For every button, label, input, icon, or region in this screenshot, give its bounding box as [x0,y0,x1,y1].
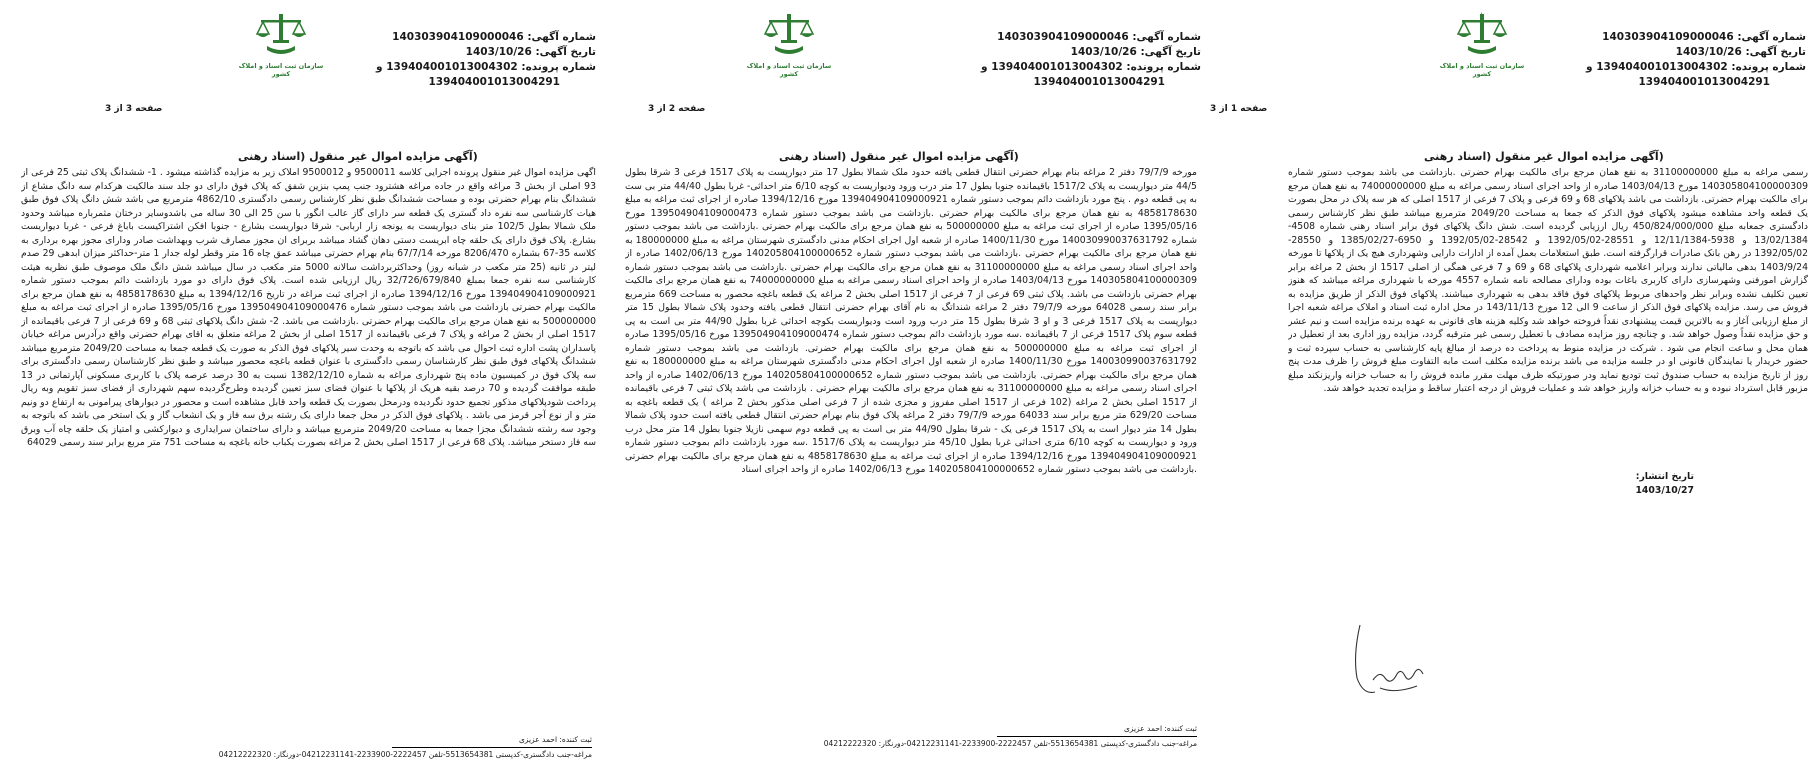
footer-address: مراغه-جنب دادگستری-کدپستی 5513654381-تلفن 2222457-2233900-04212231141-دورنگار: 04212222320 [218,750,592,759]
notice-page-1 [1210,0,1814,761]
notice-title: (آگهی مزایده اموال غیر منقول (اسناد رهنی [1424,150,1664,163]
logo-text: سازمان ثبت اسناد و املاک کشور [746,62,832,78]
case-number-value: 139404001013004302 و [1586,61,1728,73]
notice-page-2 [605,0,1209,761]
case-number-label: شماره پرونده: [1731,61,1806,73]
notice-footer [219,735,592,760]
case-number-label: شماره پرونده: [521,61,596,73]
notice-footer [824,724,1197,749]
publication-date [1635,470,1694,497]
notice-title: (آگهی مزایده اموال غیر منقول (اسناد رهنی [779,150,1019,163]
notice-number-value: 140303904109000046 [1602,31,1734,43]
footer-registrar: ثبت کننده: احمد عزیزی [1123,724,1197,733]
signature-image [1345,600,1455,710]
judiciary-emblem-icon [745,10,833,80]
notice-body: مورخه 79/7/9 دفتر 2 مراغه بنام بهرام حضرتی انتقال قطعی یافته حدود ملک شمالا بطول 17 متر دیوارپست به پلاک 1517 فرعی 3 شرقا بطول 44/5 متر دیواریست به پلاک 1517/2 باقیمانده جنوبا بطول 17 متر درب ورود ودیواریست به کوچه 6/10 متر احداثی- غربا بطول 44/40 متر بی ست به پی قطعه دوم . پنج مورد بازداشت دائم بموجب دستور شماره 139404904109000921 مورخ 1394/12/16 صادره از اجرای ثبت مراغه به مبلغ 4858178630 به نفع همان مرجع برای مالکیت بهرام حضرتی .بازداشت می باشد بموجب دستور شماره 139504904109000473 مورخ 1395/05/16 صادره از اجرای ثبت مراغه به مبلغ 500000000 به نفع همان مرجع برای مالکیت بهرام حضرتی .بازداشت می باشد بموجب دستور شماره 140030990037631792 مورخ 1400/11/30 صادره از شعبه اول اجرای احکام مدنی دادگستری شهرستان مراغه به مبلغ 180000000 به نفع همان مرجع برای مالکیت بهرام حضرتی .بازداشت می باشد بموجب دستور شماره 140205804100000652 مورخ 1402/06/13 صادره از واحد اجرای اسناد رسمی مراغه به مبلغ 31100000000 به نفع همان مرجع برای مالکیت بهرام حضرتی .بازداشت می باشد بموجب دستور شماره 140305804100000309 مورخ 1403/04/13 صادره از واحد اجرای اسناد رسمی مراغه به مبلغ 74000000000 به نفع همان مرجع برای مالکیت بهرام حضرتی بازداشت می باشد. پلاک ثبتی 69 فرعی از 7 فرعی از 1517 اصلی بخش 2 مراغه یک قطعه باغچه محصور به مساحت 669 مترمربع برابر سند رسمی 64028 مورخه 79/7/9 دفتر 2 مراغه شنداتگ به نام آقای بهرام حضرتی انتقال قطعی یافته وحدود پلاک شمالا بطول 15 متر دیوارپست به پلاک 1517 فرعی 3 و او 3 شرقا بطول 15 متر درب ورود است ودیواریست بکوچه احداثی غربا بطول 44/90 متر بی است به پی قطعه سوم پلاک 1517 فرعی از 7 باقیمانده .سه مورد بازداشت دائم بموجب دستور شماره 139504904109000474 مورخ 1395/05/16 صادره از اجرای ثبت مراغه به مبلغ 500000000 به نفع همان مرجع برای مالکیت بهرام حضرتی. بازداشت می باشد بموجب دستور شماره 140030990037631792 مورخ 1400/11/30 صادره از شعبه اول اجرای احکام مدنی دادگستری شهرستان مراغه به مبلغ 180000000 به نفع همان مرجع برای مالکیت بهرام حضرتی. بازداشت می باشد بموجب دستور شماره 140205804100000652 مورخ 1402/06/13 صادره از واحد اجرای اسناد رسمی مراغه به مبلغ 31100000000 به نفع همان مرجع برای مالکیت بهرام حضرتی . بازداشت می باشد پلاک ثبتی 7 فرعی باقیمانده از 1517 اصلی بخش 2 مراغه (102 فرعی از 1517 اصلی مفروز و مجزی شده از 7 فرعی اصلی مذکور بخش 2 مراغه ) یک قطعه باغچه به مساحت 629/20 متر مربع برابر سند 64033 مورخه 79/7/9 دفتر 2 مراغه پلاک فوق بنام بهرام حضرتی انتقال قطعی یافته است حدود پلاک شمالا بطول 14 متر دیوار است به پلاک 1517 فرعی یک - شرقا بطول 44/90 متر بی است به پی قطعه دوم سهمی نازیلا جنوبا بطول 14 متر محل درب ورود و دیواریست به کوچه 6/10 متری احداثی غربا بطول 45/10 متر دیواریست به پلاک 1517/6 .سه مورد بازداشت دائم بموجب دستور شماره 139404904109000921 مورخ 1394/12/16 صادره از اجرای ثبت مراغه به مبلغ 4858178630 به نفع همان مرجع برای مالکیت بهرام حضرتی .بازداشت می باشد بموجب دستور شماره 140205804100000652 مورخ 1402/06/13 صادره از واحد اجرای اسناد [625,167,1197,475]
notice-page-3 [0,0,604,761]
notice-body: اگهی مزایده اموال غیر منقول پرونده اجرایی کلاسه 9500011 و 9500012 املاک زیر به مزایده گذاشته میشود . 1- ششدانگ پلاک ثبتی 25 فرعی از 93 اصلی از بخش 3 مراغه واقع در جاده مراغه هشترود جنب پمپ بنزین شفق که پلاک فوق دارای دو جلد سند مالکیت هرکدام سه دانگ مشاع از ششدانگ بنام بهرام حضرتی بوده و مساحت ششدانگ طبق نظر کارشناس رسمی دادگستری 4862/10 مترمربع می باشد شش دانگ پلاک فوق طبق هیات کارشناسی سه نفره داد گستری یک قطعه سر دارای گاز عالب انگور با سن 25 الی 30 ساله می باشدوسایر درختان مثمرباره میباشد وحدود ملک شمالا بطول 102/5 متر بنای دیواریست به یونجه زار اربابی- شرقا دیواریست بشارع - جنوبا افکن اشتراکیست باباغ فرعی - غربا دیواریست بشارع. پلاک فوق دارای یک حلقه چاه ابریست دستی دهان گشاد میباشد بربرای ان مجوز مصارف شرب وبهداشت صادر ودارای مجوز بهره برداری به کلاسه 35-67 بشماره 8206/470 مورخه 67/7/14 بنام بهرام حضرتی میباشد عمق چاه 16 متر وقطر لوله جدار 1 متر-حداکثر میزان ابدهی 29 صدم لیتر در ثانیه (25 متر مکعب در شبانه روز) وحداکثربرداشت سالانه 5000 متر مکعب در سال میباشد شش دانگ ملک موصوف طبق نظریه هیئت کارشناسی سه نفره جمعا بمبلغ 32/726/679/840 ریال ارزیابی شده است. پلاک فوق دارای دو مورد بازداشت دائم بموجب دستور شماره 139404904109000921 مورخ 1394/12/16 صادره از اجرای ثبت مراغه در تاریخ 1394/12/16 به مبلغ 4858178630 به نفع همان مرجع برای مالکیت بهرام حضرتی بازداشت می باشد بموجب دستور شماره 139504904109000476 مورخ 1395/05/16 صادره از اجرای ثبت مراغه به مبلغ 500000000 به نفع همان مرجع برای مالکیت بهرام حضرتی .بازداشت می باشد. 2- شش دانگ پلاکهای ثبتی 68 و 69 فرعی از 7 فرعی باقیمانده از 1517 اصلی از بخش 2 مراغه و پلاک 7 فرعی باقیمانده از 1517 اصلی از بخش 2 مراغه متعلق به اقای بهرام حضرتی واقع درآدرس مراغه خیابان پاسداران پشت اداره ثبت احوال می باشد که باتوجه به وحدت سیر پلاکهای فوق الذکر به صورت یک قطعه جمعا به مساحت 2049/20 مترمربع میباشد ششدانگ پلاکهای فوق طبق نظر کارشناسان رسمی دادگستری با عنوان قطعه باغچه محصور میباشد و طبق نظر کارشناسان رسمی دادگستری برای سه پلاک فوق در کمیسیون ماده پنج شهرداری مراغه به شماره 1382/12/10 نسبت به 30 درصد عرصه پلاک با کاربری مسکونی آپارتمانی در 13 طبقه موافقت گردیده و 70 درصد بقیه هریک از پلاکها با عنوان فضای سبز تعیین گردیده وطرح‌گردیده سهم شهرداری از فضای سبز تقویم وبه ریال پرداخت شودپلاکهای مذکور تجمیع حدود نگردیده ودرمحل بصورت یک قطعه واحد قابل مشاهده است و محصور در دیوارهای پیرامونی به ارتفاع دو ونیم متر و از نوع آجر قرمز می باشد . پلاکهای فوق الذکر در محل جمعا دارای یک رشته برق سه فاز و یک انشعاب گاز و یک استخر می باشد که باتوجه به وجود سه رشته ششدانگ مجزا جمعا به مساحت 2049/20 مترمربع میباشد و دارای ساختمان سرایداری و دیوارکشی و امتیاز یک حلقه چاه آب وبرق سه فاز دستخر میباشد. پلاک 68 فرعی از 1517 اصلی بخش 2 مراغه بصورت یکباب خانه باغچه به مساحت 751 متر مربع برابر سند رسمی 64029 [21,167,596,448]
publication-date-value: 1403/10/27 [1635,484,1694,496]
notice-number-value: 140303904109000046 [392,31,524,43]
footer-divider [997,736,1197,737]
footer-address: مراغه-جنب دادگستری-کدپستی 5513654381-تلفن 2222457-2233900-04212231141-دورنگار: 04212222320 [823,739,1197,748]
notice-date-value: 1403/10/26 [1070,46,1137,58]
notice-meta [981,30,1201,90]
notice-date-label: تاریخ آگهی: [535,46,596,58]
notice-date-label: تاریخ آگهی: [1140,46,1201,58]
notice-date-label: تاریخ آگهی: [1745,46,1806,58]
case-number-value: 139404001013004302 و [981,61,1123,73]
case-number-value-2: 139404001013004291 [428,76,560,88]
case-number-value: 139404001013004302 و [376,61,518,73]
notice-date-value: 1403/10/26 [465,46,532,58]
case-number-value-2: 139404001013004291 [1638,76,1770,88]
publication-date-label: تاریخ انتشار: [1635,471,1694,482]
notice-meta [1586,30,1806,90]
notice-title: (آگهی مزایده اموال غیر منقول (اسناد رهنی [238,150,478,163]
notice-number-label: شماره آگهی: [527,31,596,43]
logo-text: سازمان ثبت اسناد و املاک کشور [1439,62,1525,78]
notice-date-value: 1403/10/26 [1675,46,1742,58]
footer-divider [392,747,592,748]
page-number: صفحه 2 از 3 [648,104,706,114]
notice-body: رسمی مراغه به مبلغ 31100000000 به نفع همان مرجع برای مالکیت بهرام حضرتی .بازداشت می باشد بموجب دستور شماره 140305804100000309 مورخ 1403/04/13 صادره از واحد اجرای اسناد رسمی مراغه به مبلغ 74000000000 به نفع همان مرجع برای مالکیت بهرام حضرتی. بازداشت می باشد پلاکهای 68 و 69 فرعی و پلاک 7 فرعی از 1517 اصلی که هر سه پلاک در محل بصورت یک قطعه واحد مشاهده میشود پلاکهای فوق الذکر که جمعا به مساحت 2049/20 مترمربع میباشد طبق نظر کارشناس رسمی دادگستری جمعابه مبلغ 450/824/000/000 ریال ارزیابی گردیده است. شش دانگ پلاکهای فوق برابر اسناد رهنی شماره 4508-13/02/1384 و 5938-12/11/1384 و 28551-1392/05/02 و 28542-1392/05/02 و 6950-1385/02/27 و 28550- 1392/05/02 در رهن بانک صادرات قرارگرفته است. طبق استعلامات بعمل آمده از ادارات دارایی وشهرداری هیچ یک از پلاکها تا مورخه 1403/9/24 بدهی مالیاتی ندارند وبرابر اعلامیه شهرداری پلاکهای 68 و 69 و 7 فرعی همگی از اصلی 1517 از بخش 2 مراغه برابر گزارش امورفنی وشهرسازی دارای کاربری باغات بوده ودارای مصالحه نامه شماره 4557 مورخه با شهرداری مراغه میباشد که هنوز تعیین تکلیف نشده وبرابر نظر واحدهای مربوط پلاکهای فوق فاقد بدهی به شهرداری میباشند. پلاکهای فوق الذکر از طریق مزایده به فروش می رسد. مزایده پلاکهای فوق الذکر از ساعت 9 الی 12 مورخ 143/11/13 در محل اداره ثبت اسناد و املاک مراغه شعبه اجرا از مبلغ ارزیابی آغاز و به بالاترین قیمت پیشنهادی نقداً فروخته خواهد شد وکلیه هزینه های قانونی به عهده برنده مزایده است و نیم عشر و حق مزایده نقداً وصول خواهد شد. و چنانچه روز مزایده مصادف با تعطیل رسمی غیر مترقبه گردد، مزایده روز اداری بعد از تعطیل در همان محل و ساعت انجام می شود . شرکت در مزایده منوط به پرداخت ده درصد از مبالغ پایه کارشناسی به حساب سپرده ثبت و حضور خریدار یا نمایندگان قانونی او در جلسه مزایده می باشد برنده مزایده مکلف است مابه التفاوت مبلغ فروش را ظرف مدت پنج روز از تاریخ مزایده به حساب صندوق ثبت تودیع نماید ودر صورتیکه ظرف مهلت مقرر مانده فروش را به حساب خزانه واریزنکند مبلغ مزبور قابل استرداد نبوده و به حساب خزانه واریز خواهد شد و عملیات فروش از درجه اعتبار ساقط و مزایده تجدید خواهد شد. [1288,167,1808,394]
logo-text: سازمان ثبت اسناد و املاک کشور [238,62,324,78]
notice-number-label: شماره آگهی: [1132,31,1201,43]
case-number-value-2: 139404001013004291 [1033,76,1165,88]
case-number-label: شماره پرونده: [1126,61,1201,73]
page-number: صفحه 3 از 3 [105,104,163,114]
notice-meta [376,30,596,90]
judiciary-emblem-icon [1438,10,1526,80]
judiciary-emblem-icon [237,10,325,80]
notice-number-value: 140303904109000046 [997,31,1129,43]
page-number: صفحه 1 از 3 [1210,104,1268,114]
footer-registrar: ثبت کننده: احمد عزیزی [518,735,592,744]
notice-number-label: شماره آگهی: [1737,31,1806,43]
